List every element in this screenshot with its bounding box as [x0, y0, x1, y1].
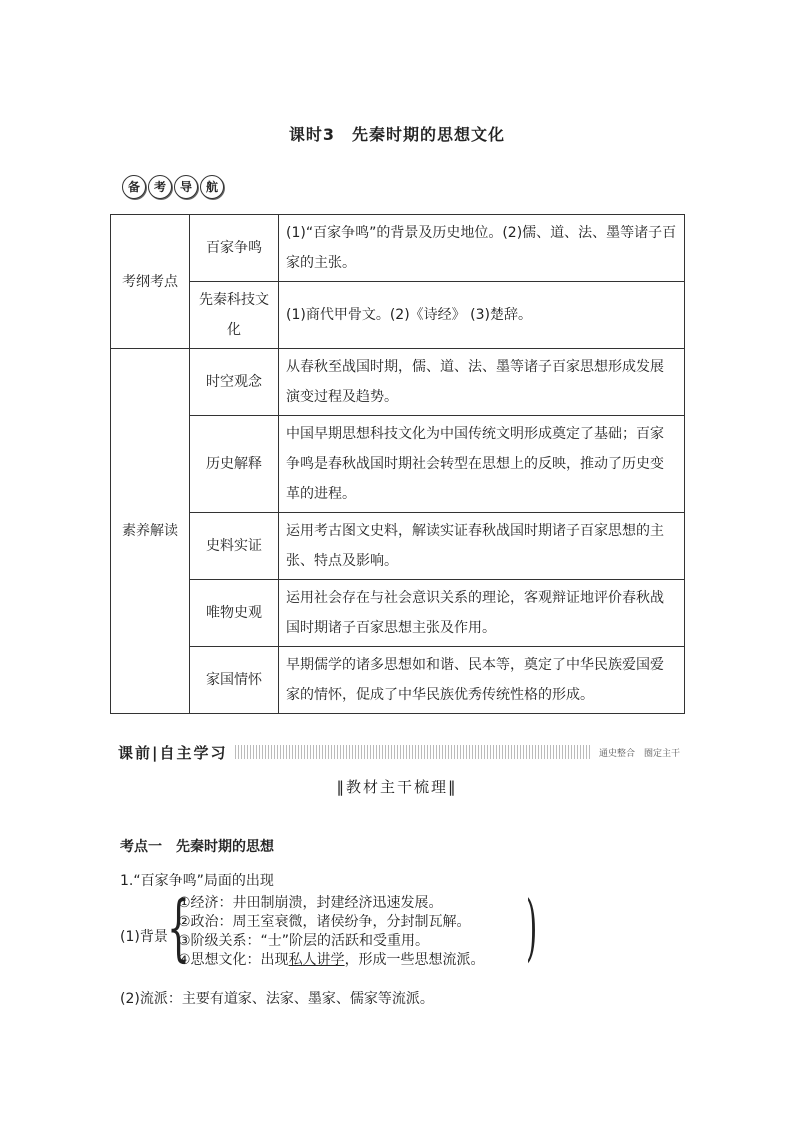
- content-cell: 从春秋至战国时期，儒、道、法、墨等诸子百家思想形成发展演变过程及趋势。: [279, 349, 685, 416]
- topic-cell: 百家争鸣: [190, 215, 279, 282]
- topic-cell: 唯物史观: [190, 580, 279, 647]
- topic-cell: 时空观念: [190, 349, 279, 416]
- table-row: [111, 282, 685, 349]
- subsection-heading: ‖教材主干梳理‖: [336, 778, 458, 796]
- table-row: [111, 416, 685, 513]
- section-header-bar: [118, 742, 680, 762]
- decorative-bar: [235, 745, 591, 759]
- list-item: ③阶级关系：“士”阶层的活跃和受重用。: [178, 933, 430, 949]
- underlined-term: 私人讲学: [288, 952, 345, 968]
- content-cell: (1)商代甲骨文。(2)《诗经》 (3)楚辞。: [279, 282, 685, 349]
- table-row: [111, 349, 685, 416]
- list-item-text: ，形成一些思想流派。: [344, 952, 485, 968]
- topic-cell: 家国情怀: [190, 647, 279, 714]
- list-item-text: ④思想文化：出现: [178, 952, 289, 968]
- table-row: [111, 215, 685, 282]
- section-badge: [122, 175, 226, 199]
- badge-char: 备: [122, 175, 146, 199]
- list-item: [178, 951, 485, 970]
- table-row: [111, 580, 685, 647]
- table-row: [111, 647, 685, 714]
- right-paren: ): [526, 885, 538, 969]
- left-brace: {: [167, 885, 190, 969]
- point-heading: 考点一 先秦时期的思想: [120, 839, 274, 855]
- list-item: ②政治：周王室衰微，诸侯纷争，分封制瓦解。: [178, 914, 471, 930]
- topic-cell: 史料实证: [190, 513, 279, 580]
- item-heading: 1.“百家争鸣”局面的出现: [120, 873, 274, 889]
- table-row: [111, 513, 685, 580]
- topic-cell: 历史解释: [190, 416, 279, 513]
- content-cell: 运用社会存在与社会意识关系的理论，客观辩证地评价春秋战国时期诸子百家思想主张及作用。: [279, 580, 685, 647]
- background-list: [178, 894, 485, 970]
- group-label: 素养解读: [111, 349, 190, 714]
- content-cell: 早期儒学的诸多思想如和谐、民本等，奠定了中华民族爱国爱家的情怀，促成了中华民族优秀传统性格的形成。: [279, 647, 685, 714]
- badge-char: 考: [148, 175, 172, 199]
- group-label: 考纲考点: [111, 215, 190, 349]
- exam-guide-table: [110, 214, 685, 714]
- content-cell: 中国早期思想科技文化为中国传统文明形成奠定了基础；百家争鸣是春秋战国时期社会转型在思想上的反映，推动了历史变革的进程。: [279, 416, 685, 513]
- section-tagline: 通史整合 圈定主干: [598, 748, 680, 759]
- topic-cell: 先秦科技文化: [190, 282, 279, 349]
- section-heading: 课前|自主学习: [118, 743, 228, 762]
- background-label: (1)背景: [120, 929, 168, 945]
- badge-char: 航: [200, 175, 224, 199]
- list-item: ①经济：井田制崩溃，封建经济迅速发展。: [178, 895, 443, 911]
- content-cell: 运用考古图文史料，解读实证春秋战国时期诸子百家思想的主张、特点及影响。: [279, 513, 685, 580]
- badge-char: 导: [174, 175, 198, 199]
- content-cell: (1)“百家争鸣”的背景及历史地位。(2)儒、道、法、墨等诸子百家的主张。: [279, 215, 685, 282]
- page-title: 课时3 先秦时期的思想文化: [288, 125, 506, 144]
- schools-line: (2)流派：主要有道家、法家、墨家、儒家等流派。: [120, 991, 434, 1007]
